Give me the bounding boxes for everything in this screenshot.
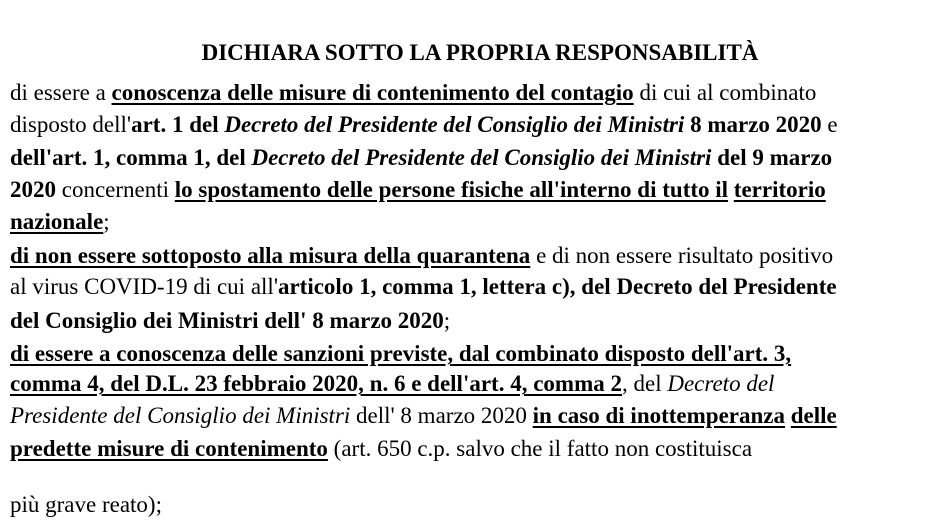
text-segment: dell' 8 marzo 2020 [350, 403, 533, 428]
text-segment: disposto dell' [10, 112, 132, 137]
text-segment: del Consiglio dei Ministri dell' 8 marzo 2020 [10, 308, 444, 333]
text-line [10, 401, 837, 431]
text-line [10, 434, 752, 464]
text-segment: e di non essere risultato positivo [530, 243, 834, 268]
text-line [10, 207, 110, 237]
text-segment: ; [103, 209, 110, 234]
text-segment: Decreto del Presidente del Consiglio dei Ministri [224, 112, 685, 137]
text-segment: 8 marzo 2020 [684, 112, 822, 137]
text-segment: 2020 [10, 177, 56, 202]
text-segment: delle [790, 403, 837, 428]
text-line [10, 490, 162, 520]
text-segment: (art. 650 c.p. salvo che il fatto non costituisca [327, 436, 753, 461]
text-segment: del 9 marzo [711, 145, 833, 170]
text-segment: più grave reato); [10, 492, 162, 517]
text-segment: ; [443, 308, 451, 333]
text-segment: di non essere sottoposto alla misura della quarantena [10, 243, 531, 268]
text-segment: conoscenza delle misure di contenimento del contagio [111, 80, 634, 105]
text-segment: al virus COVID-19 di cui all' [10, 274, 278, 299]
text-line [10, 339, 791, 369]
text-segment: di essere a [10, 80, 112, 105]
text-segment: Presidente del Consiglio dei Ministri [10, 403, 351, 428]
text-line [10, 143, 832, 173]
text-line [10, 241, 833, 271]
text-segment: in caso di inottemperanza [532, 403, 786, 428]
text-segment: territorio [733, 177, 826, 202]
text-segment: predette misure di contenimento [10, 436, 328, 461]
document-heading: DICHIARA SOTTO LA PROPRIA RESPONSABILITÀ [201, 40, 759, 65]
text-segment: e [821, 112, 838, 137]
text-segment: concernenti [56, 177, 175, 202]
text-segment: articolo 1, comma 1, lettera c), del Decreto del Presidente [277, 274, 837, 299]
text-segment: Decreto del [667, 371, 775, 396]
text-line [10, 110, 838, 140]
text-line [10, 306, 450, 336]
text-segment: di essere a conoscenza delle sanzioni previste, dal combinato disposto dell'art. 3, [10, 341, 792, 366]
text-segment: di cui al combinato [633, 80, 817, 105]
text-segment: dell'art. 1, comma 1, del [10, 145, 252, 170]
text-line [10, 272, 837, 302]
text-line [10, 175, 826, 205]
text-segment: nazionale [10, 209, 104, 234]
text-line [10, 78, 816, 108]
text-segment: art. 1 del [131, 112, 225, 137]
text-segment: comma 4, del D.L. 23 febbraio 2020, n. 6 e dell'art. 4, comma 2 [10, 371, 622, 396]
text-segment: lo spostamento delle persone fisiche all'interno di tutto il [174, 177, 729, 202]
text-segment: , del [621, 371, 668, 396]
text-line [10, 369, 774, 399]
text-segment: Decreto del Presidente del Consiglio dei Ministri [251, 145, 712, 170]
